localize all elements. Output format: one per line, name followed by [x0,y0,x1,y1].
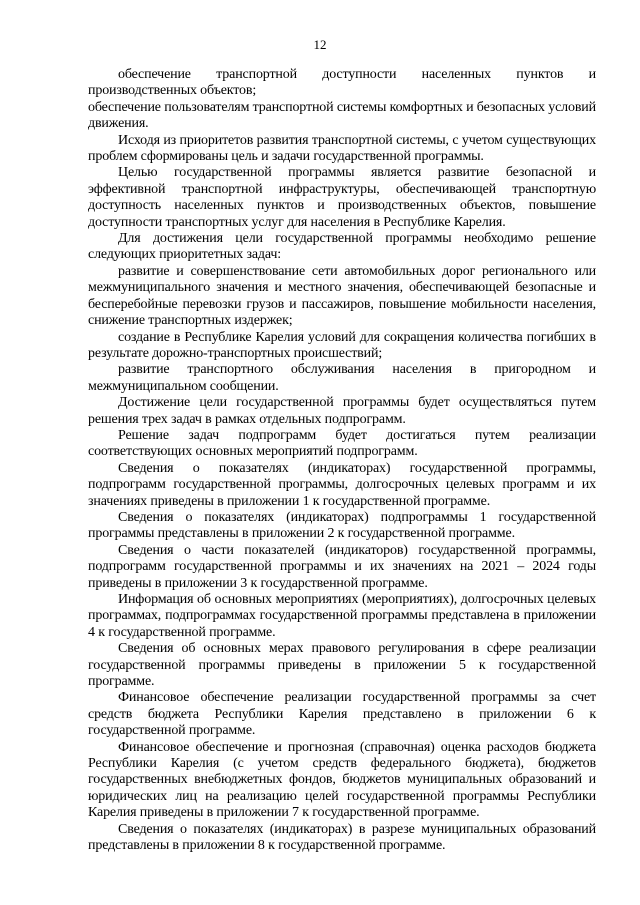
paragraph: Достижение цели государственной программы будет осуществляться путем решения трех задач в рамках отдельных подпрограмм. [88,395,596,427]
paragraph: развитие и совершенствование сети автомобильных дорог регионального или межмуниципального значения и местного значения, обеспечивающей безопасные и бесперебойные перевозки грузов и пассажиров, повышение мобильности населения, снижение транспортных издержек; [88,263,596,329]
paragraph: Исходя из приоритетов развития транспортной системы, с учетом существующих проблем сформированы цель и задачи государственной программы. [88,132,596,165]
paragraph: Сведения о показателях (индикаторах) государственной программы, подпрограмм государственной программы, долгосрочных целевых программ и их значениях приведены в приложении 1 к государственной программе. [88,460,596,509]
paragraph: Финансовое обеспечение реализации государственной программы за счет средств бюджета Республики Карелия представлено в приложении 6 к государственной программе. [88,690,596,739]
paragraph: развитие транспортного обслуживания населения в пригородном и межмуниципальном сообщении. [88,362,596,394]
paragraph: Решение задач подпрограмм будет достигаться путем реализации соответствующих основных мероприятий подпрограмм. [88,427,596,460]
paragraph: обеспечение транспортной доступности населенных пунктов и производственных объектов; [88,67,596,99]
paragraph: Целью государственной программы является развитие безопасной и эффективной транспортной инфраструктуры, обеспечивающей транспортную доступность населенных пунктов и производственных объектов, повышение доступности транспортных услуг для населения в Республике Карелия. [88,165,596,230]
paragraph: Сведения о показателях (индикаторах) подпрограммы 1 государственной программы представлены в приложении 2 к государственной программе. [88,509,596,542]
document-body [88,67,596,855]
page-number: 12 [313,37,327,52]
paragraph: создание в Республике Карелия условий для сокращения количества погибших в результате дорожно-транспортных происшествий; [88,329,596,361]
paragraph: Сведения о показателях (индикаторах) в разрезе муниципальных образований представлены в приложении 8 к государственной программе. [88,821,596,854]
paragraph: Финансовое обеспечение и прогнозная (справочная) оценка расходов бюджета Республики Карелия (с учетом средств федерального бюджета), бюджетов государственных внебюджетных фондов, бюджетов муниципальных образований и юридических лиц на реализацию целей государственной программы Республики Карелия приведены в приложении 7 к государственной программе. [88,739,596,821]
paragraph: обеспечение пользователям транспортной системы комфортных и безопасных условий движения. [88,99,596,132]
paragraph: Сведения о части показателей (индикаторов) государственной программы, подпрограмм государственной программы и их значениях на 2021 – 2024 годы приведены в приложении 3 к государственной программе. [88,542,596,591]
paragraph: Для достижения цели государственной программы необходимо решение следующих приоритетных задач: [88,231,596,263]
paragraph: Информация об основных мероприятиях (мероприятиях), долгосрочных целевых программах, подпрограммах государственной программы представлена в приложении 4 к государственной программе. [88,592,596,640]
paragraph: Сведения об основных мерах правового регулирования в сфере реализации государственной программы приведены в приложении 5 к государственной программе. [88,641,596,690]
